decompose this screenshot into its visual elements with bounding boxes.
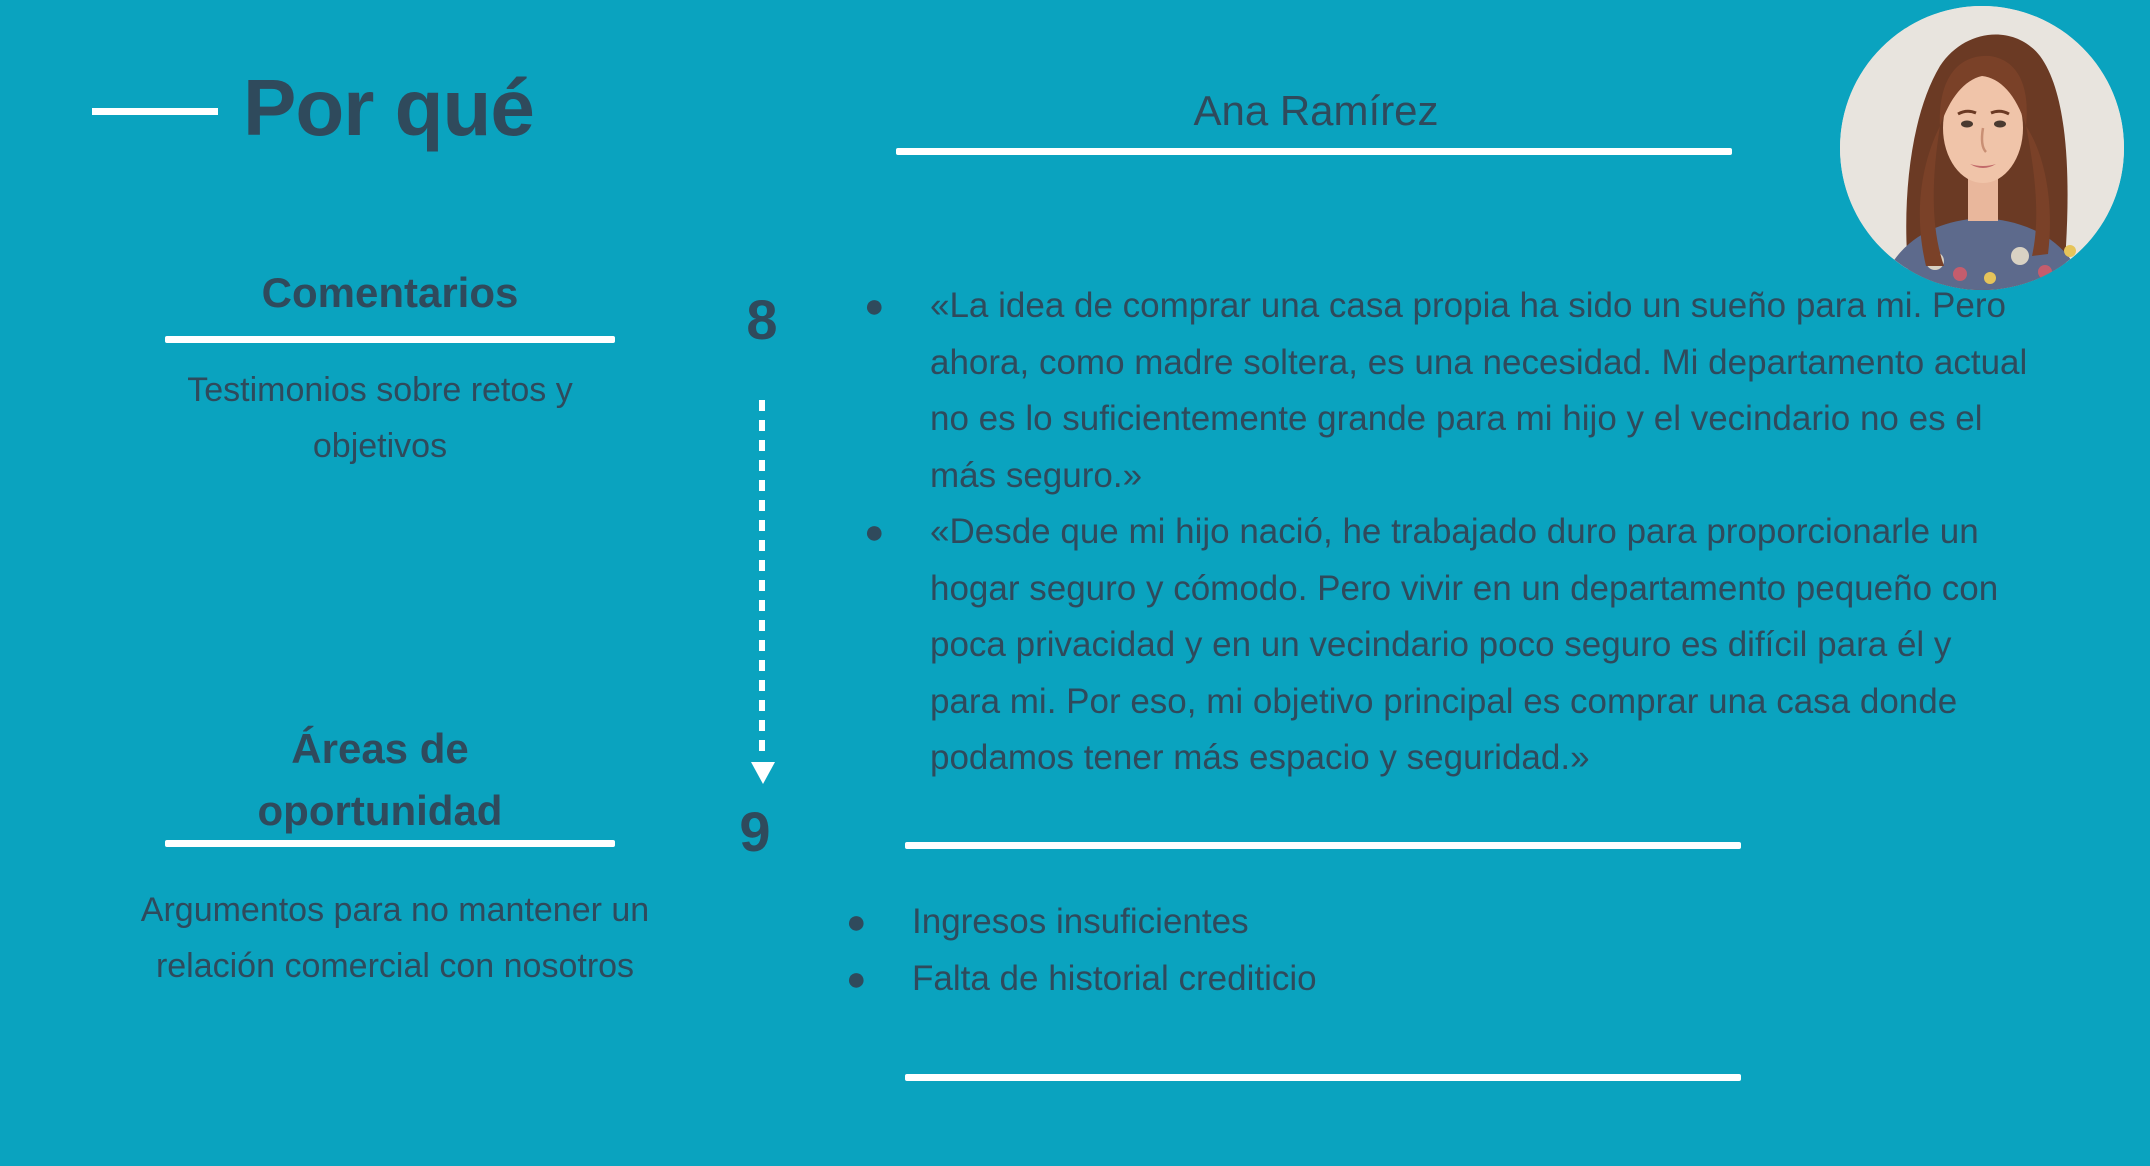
opportunity-item [832,951,1732,1008]
quote-item [850,504,2030,787]
comments-description: Testimonios sobre retos y objetivos [187,371,573,465]
step-number-9: 9 [739,800,771,863]
comments-heading: Comentarios [261,269,519,316]
quotes-list [850,278,2030,787]
quote-text: «La idea de comprar una casa propia ha sido un sueño para mi. Pero ahora, como madre soltera, es una necesidad. Mi departamento actual no es lo suficientemente grande para mi hijo y el vecindario no es el más seguro.» [930,286,2028,495]
bullet-dot-icon: ● [846,903,867,941]
persona-name: Ana Ramírez [1193,87,1439,134]
opportunities-heading: Áreas de oportunidad [257,725,503,834]
persona-avatar [1840,6,2124,290]
page-title: Por qué [243,63,534,152]
opportunities-list [832,894,1732,1007]
title-dash [92,108,218,115]
arrow-down-icon [751,762,775,784]
bullet-dot-icon: ● [864,287,885,325]
quote-item [850,278,2030,504]
bullet-dot-icon: ● [864,513,885,551]
persona-name-rule [896,148,1732,155]
opportunity-text: Falta de historial crediticio [912,958,1317,998]
opportunities-description: Argumentos para no mantener un relación comercial con nosotros [140,891,650,985]
bullet-dot-icon: ● [846,959,867,998]
opportunity-item [832,894,1732,951]
comments-rule [165,336,615,343]
quote-text: «Desde que mi hijo nació, he trabajado duro para proporcionarle un hogar seguro y cómodo. Pero vivir en un departamento pequeño con poca privacidad y en un vecindario poco seguro es difícil para él y para mi. Por eso, mi objetivo principal es comprar una casa donde podamos tener más espacio y seguridad.» [930,512,1999,777]
opportunities-bottom-rule [905,1074,1741,1081]
step-number-8: 8 [746,288,778,351]
quotes-bottom-rule [905,842,1741,849]
portrait-image [1840,6,2124,290]
dotted-connector [758,400,766,755]
opportunity-text: Ingresos insuficientes [912,902,1249,941]
opportunities-rule [165,840,615,847]
